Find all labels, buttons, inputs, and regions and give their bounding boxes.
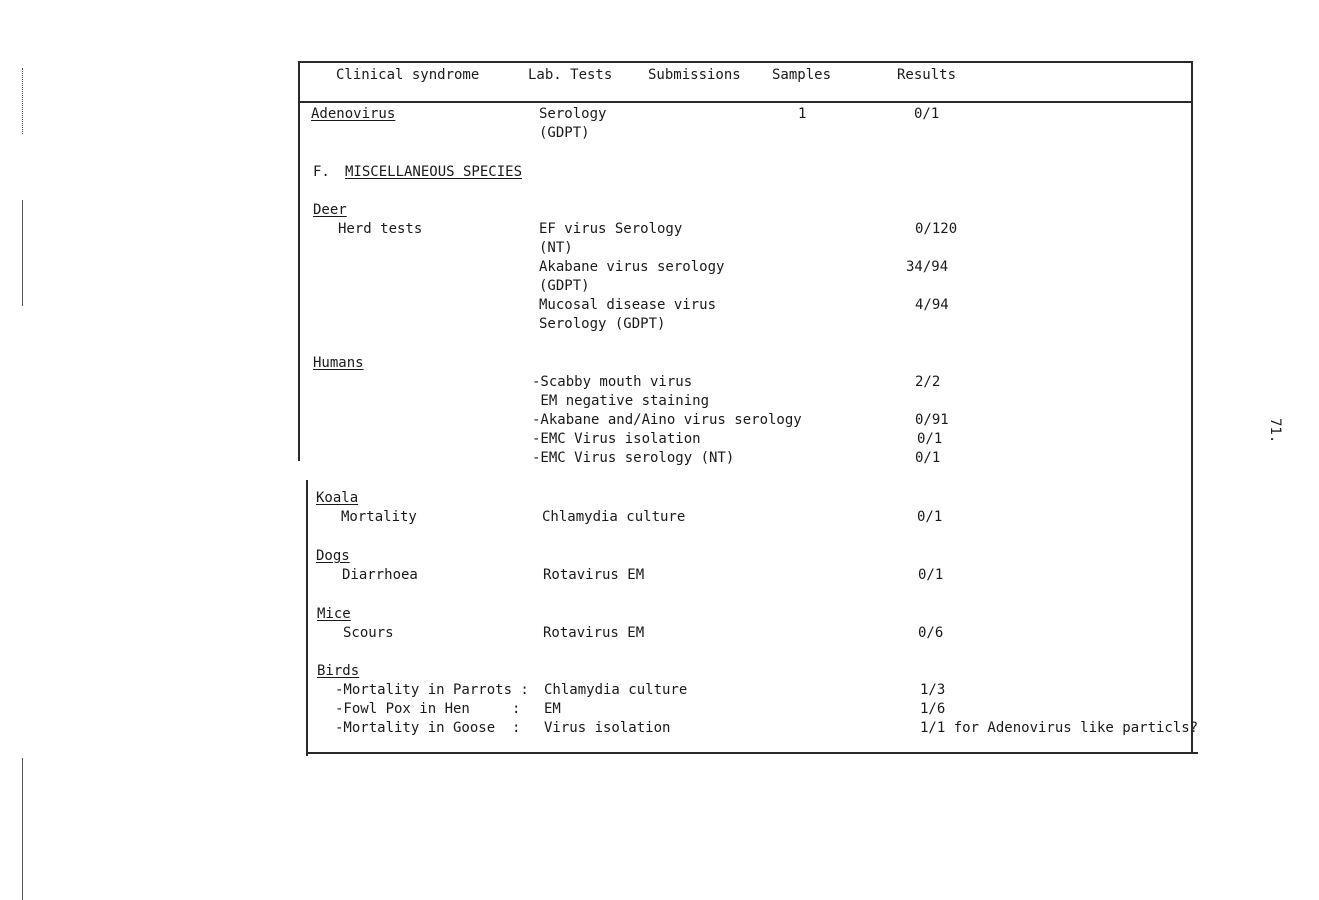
species-dogs: Dogs [316, 548, 350, 564]
header-results: Results [897, 67, 957, 83]
header-submissions: Submissions [648, 67, 741, 83]
result-value: 4/94 [915, 297, 949, 313]
lab-test: Rotavirus EM [543, 567, 645, 583]
scan-edge-mark [22, 758, 23, 900]
result-value: 1/6 [920, 701, 946, 717]
lab-test: Serology [539, 106, 607, 122]
lab-test: -Akabane and/Aino virus serology [532, 412, 802, 428]
clinical-syndrome: -Mortality in Goose : [335, 720, 521, 736]
lab-test: -EMC Virus serology (NT) [532, 450, 735, 466]
lab-test-method: (GDPT) [539, 125, 590, 141]
table-top-rule [298, 61, 1192, 63]
lab-test: Virus isolation [544, 720, 671, 736]
result-value: 0/1 [915, 450, 941, 466]
species-adenovirus: Adenovirus [311, 106, 396, 122]
lab-test-method: (NT) [539, 240, 573, 256]
result-value: 0/6 [918, 625, 944, 641]
clinical-syndrome: Herd tests [338, 221, 423, 237]
table-right-rule [1191, 61, 1193, 753]
species-humans: Humans [313, 355, 364, 371]
result-value: 0/91 [915, 412, 949, 428]
section-prefix: F. [313, 164, 330, 180]
lab-test: Rotavirus EM [543, 625, 645, 641]
header-lab-tests: Lab. Tests [528, 67, 613, 83]
clinical-syndrome: Scours [343, 625, 394, 641]
species-koala: Koala [316, 490, 359, 506]
lab-test: -Scabby mouth virus [532, 374, 693, 390]
clinical-syndrome: -Fowl Pox in Hen : [335, 701, 521, 717]
lab-test: EF virus Serology [539, 221, 683, 237]
table-left-rule-lower [306, 480, 308, 756]
result-value: 0/1 [917, 431, 943, 447]
clinical-syndrome: Mortality [341, 509, 417, 525]
result-value: 2/2 [915, 374, 941, 390]
clinical-syndrome: -Mortality in Parrots : [335, 682, 529, 698]
result-value: 0/1 [918, 567, 944, 583]
species-mice: Mice [317, 606, 351, 622]
lab-test: Chlamydia culture [542, 509, 686, 525]
table-bottom-rule [306, 752, 1198, 754]
species-deer: Deer [313, 202, 347, 218]
lab-test: Chlamydia culture [544, 682, 688, 698]
lab-test: EM negative staining [532, 393, 710, 409]
result-value: 1/3 [920, 682, 946, 698]
result-value: 1/1 for Adenovirus like particls? [920, 720, 1199, 736]
lab-test: EM [544, 701, 561, 717]
lab-test-method: Serology (GDPT) [539, 316, 666, 332]
result-value: 0/1 [914, 106, 940, 122]
lab-test: Akabane virus serology [539, 259, 725, 275]
section-title: MISCELLANEOUS SPECIES [345, 164, 523, 180]
result-value: 0/120 [915, 221, 958, 237]
header-clinical-syndrome: Clinical syndrome [336, 67, 480, 83]
result-value: 0/1 [917, 509, 943, 525]
table-header-rule [298, 101, 1192, 103]
clinical-syndrome: Diarrhoea [342, 567, 418, 583]
scan-edge-mark [22, 68, 23, 134]
header-samples: Samples [772, 67, 832, 83]
table-left-rule [298, 61, 300, 461]
species-birds: Birds [317, 663, 360, 679]
lab-test: Mucosal disease virus [539, 297, 717, 313]
scan-edge-mark [22, 200, 23, 306]
lab-test: -EMC Virus isolation [532, 431, 701, 447]
lab-test-method: (GDPT) [539, 278, 590, 294]
page-number: 71. [1267, 418, 1283, 444]
result-value: 34/94 [906, 259, 949, 275]
samples-value: 1 [798, 106, 807, 122]
